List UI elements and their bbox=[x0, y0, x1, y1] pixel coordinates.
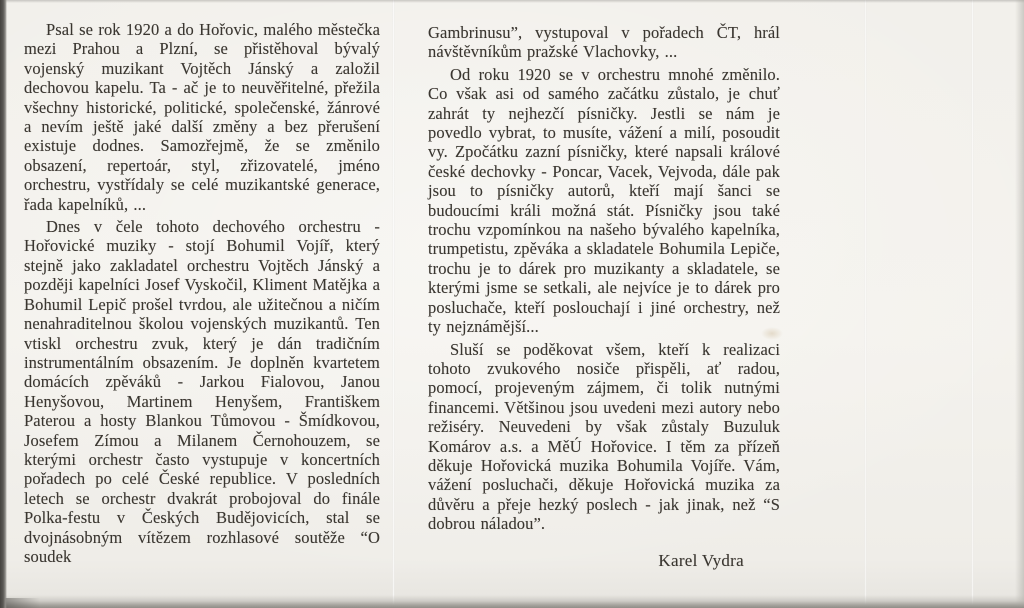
fold-crease-center bbox=[392, 0, 395, 608]
page-edge-right bbox=[1015, 0, 1024, 608]
right-text-column bbox=[428, 23, 780, 570]
paragraph-orchestra-today: Dnes v čele tohoto dechového orchestru - Hořovické muziky - stojí Bohumil Vojíř, který stejně jako zakladatel orchestru Vojtěch Jánský a později kapelníci Josef Vyskočil, Kliment Matějka a Bohumil Lepič prošel tvrdou, ale užitečnou a ničím nenahraditelnou školou vojenských muzikantů. Ten vtiskl orchestru zvuk, který je dán tradičním instrumentálním obsazením. Je doplněn kvartetem domácích zpěváků - Jarkou Fialovou, Janou Henyšovou, Martinem Henyšem, Františkem Paterou a hosty Blankou Tůmovou - Šmídkovou, Josefem Zímou a Milanem Černohouzem, se kterými orchestr často vystupuje v koncertních pořadech po celé České republice. V posledních letech se orchestr dvakrát probojoval do finále Polka-festu v Českých Budějovicích, stal se dvojnásobným vítězem rozhlasové soutěže “O soudek bbox=[24, 217, 380, 566]
page-edge-bottom bbox=[0, 595, 1024, 608]
page-edge-top bbox=[0, 0, 1024, 3]
fold-crease-right-inner bbox=[864, 0, 867, 608]
fold-crease-right-outer bbox=[971, 0, 974, 608]
paragraph-songs: Od roku 1920 se v orchestru mnohé změnilo. Co však asi od samého začátku zůstalo, je chuť zahrát ty nejhezčí písničky. Jestli se nám je povedlo vybrat, to musíte, vážení a milí, posoudit vy. Zpočátku zazní písničky, které napsali králové české dechovky - Poncar, Vacek, Vejvoda, dále pak jsou to písničky autorů, kteří mají šanci se budoucími králi možná stát. Písničky jsou také trochu vzpomínkou na našeho bývalého kapelníka, trumpetistu, zpěváka a skladatele Bohumila Lepiče, trochu je to dárek pro muzikanty a skladatele, se kterými jsme se setkali, ale nejvíce je to dárek pro posluchače, kteří poslouchají i jiné orchestry, než ty nejznámější... bbox=[428, 64, 780, 337]
scanner-edge-left bbox=[0, 0, 7, 608]
signature: Karel Vydra bbox=[658, 550, 744, 570]
paragraph-continuation: Gambrinusu”, vystupoval v pořadech ČT, hrál návštěvníkům pražské Vlachovky, ... bbox=[428, 23, 780, 62]
left-text-column bbox=[24, 20, 380, 569]
paragraph-history: Psal se rok 1920 a do Hořovic, malého městečka mezi Prahou a Plzní, se přistěhoval bývalý vojenský muzikant Vojtěch Jánský a založil dechovou kapelu. Ta - ač je to neuvěřitelné, přežila všechny historické, politické, společenské, žánrové a nevím ještě jaké další změny a bez přerušení existuje dodnes. Samozřejmě, že se změnilo obsazení, repertoár, styl, zřizovatelé, jméno orchestru, vystřídaly se celé muzikantské generace, řada kapelníků, ... bbox=[24, 20, 380, 214]
paragraph-thanks: Sluší se poděkovat všem, kteří k realizaci tohoto zvukového nosiče přispěli, ať radou, pomocí, projeveným zájmem, či tolik nutnými financemi. Většinou jsou uvedeni mezi autory nebo režiséry. Neuvedeni by však zůstaly Buzuluk Komárov a.s. a MěÚ Hořovice. I těm za přízeň děkuje Hořovická muzika Bohumila Vojíře. Vám, vážení posluchači, děkuje Hořovická muzika za důvěru a přeje hezký poslech - jak jinak, než “S dobrou náladou”. bbox=[428, 339, 780, 534]
